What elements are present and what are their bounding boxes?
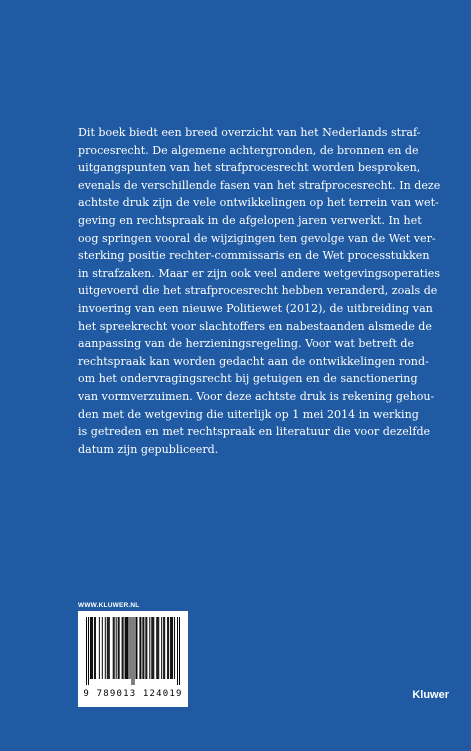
barcode-bar: [105, 617, 106, 679]
barcode-digits: 9 789013 124019: [83, 689, 183, 699]
barcode-bar: [135, 617, 136, 679]
blurb-line: uitgangspunten van het strafprocesrecht worden besproken,: [78, 161, 421, 175]
barcode-bar: [161, 617, 162, 679]
barcode-bar: [139, 617, 140, 679]
blurb-line: aanpassing van de herzieningsregeling. Voor wat betreft de: [78, 337, 415, 351]
barcode-bar: [136, 617, 137, 679]
barcode-bar: [133, 617, 134, 685]
barcode-bar: [113, 617, 114, 679]
barcode-bar: [168, 617, 169, 679]
barcode-bar: [177, 617, 178, 685]
barcode-bar: [123, 617, 124, 679]
barcode-bar: [146, 617, 147, 679]
barcode-bar: [153, 617, 154, 679]
barcode-bar: [102, 617, 103, 679]
blurb-line: den met de wetgeving die uiterlijk op 1 mei 2014 in werking: [78, 407, 419, 421]
barcode-bar: [130, 617, 131, 679]
barcode-bar: [170, 617, 171, 679]
barcode-bars: [86, 617, 180, 685]
barcode-bar: [142, 617, 143, 679]
barcode-bar: [132, 617, 133, 685]
barcode-bar: [109, 617, 110, 679]
blurb-line: procesrecht. De algemene achtergronden, de bronnen en de: [78, 143, 419, 157]
blurb-line: evenals de verschillende fasen van het strafprocesrecht. In deze: [78, 178, 441, 192]
barcode-bar: [143, 617, 144, 679]
publisher-logo: Kluwer: [412, 689, 449, 701]
barcode-bar: [88, 617, 89, 685]
blurb-line: rechtspraak kan worden gedacht aan de ontwikkelingen rond-: [78, 354, 429, 368]
blurb-line: om het ondervragingsrecht bij getuigen en de sanctionering: [78, 372, 418, 386]
blurb-line: het spreekrecht voor slachtoffers en nabestaanden alsmede de: [78, 319, 432, 333]
barcode-bar: [145, 617, 146, 679]
blurb-line: van vormverzuimen. Voor deze achtste druk is rekening gehou-: [78, 389, 435, 403]
barcode-bar: [94, 617, 95, 679]
blurb-line: uitgevoerd die het strafprocesrecht hebben veranderd, zoals de: [78, 284, 438, 298]
barcode-bar: [107, 617, 108, 679]
barcode-bar: [164, 617, 165, 679]
barcode-bar: [128, 617, 129, 679]
blurb-line: geving en rechtspraak in de afgelopen jaren verwerkt. In het: [78, 213, 422, 227]
barcode-bar: [122, 617, 123, 679]
barcode-bar: [125, 617, 126, 679]
barcode-bar: [108, 617, 109, 679]
barcode-bar: [99, 617, 100, 679]
blurb-text: [78, 124, 441, 458]
blurb-line: datum zijn gepubliceerd.: [78, 442, 219, 456]
barcode-bar: [86, 617, 87, 685]
barcode-bar: [152, 617, 153, 679]
barcode-bar: [172, 617, 173, 679]
barcode-bar: [156, 617, 157, 679]
barcode-bar: [140, 617, 141, 679]
barcode-bar: [114, 617, 115, 679]
barcode-bar: [174, 617, 175, 679]
barcode-bar: [90, 617, 91, 679]
barcode-bar: [151, 617, 152, 679]
blurb-line: in strafzaken. Maar er zijn ook veel andere wetgevingsoperaties: [78, 266, 441, 280]
barcode-bar: [149, 617, 150, 679]
barcode-bar: [167, 617, 168, 679]
barcode-bar: [158, 617, 159, 679]
blurb-line: Dit boek biedt een breed overzicht van het Nederlands straf-: [78, 126, 421, 139]
barcode-bar: [171, 617, 172, 679]
blurb-line: is getreden en met rechtspraak en literatuur die voor dezelfde: [78, 425, 431, 439]
website-url: WWW.KLUWER.NL: [78, 602, 140, 609]
barcode-bar: [127, 617, 128, 679]
barcode-bar: [118, 617, 119, 679]
barcode-bar: [116, 617, 117, 679]
barcode-bar: [179, 617, 180, 685]
barcode-bar: [126, 617, 127, 679]
barcode-bar: [95, 617, 96, 679]
barcode-bar: [92, 617, 93, 679]
blurb-line: achtste druk zijn de vele ontwikkelingen op het terrein van wet-: [78, 196, 439, 210]
blurb-line: invoering van een nieuwe Politiewet (2012), de uitbreiding van: [78, 301, 433, 315]
barcode-bar: [91, 617, 92, 679]
barcode-bar: [163, 617, 164, 679]
isbn-barcode: [78, 611, 188, 707]
blurb-line: sterking positie rechter-commissaris en de Wet processtukken: [78, 249, 430, 263]
barcode-bar: [119, 617, 120, 679]
blurb-line: oog springen vooral de wijzigingen ten gevolge van de Wet ver-: [78, 231, 436, 245]
barcode-bar: [157, 617, 158, 679]
